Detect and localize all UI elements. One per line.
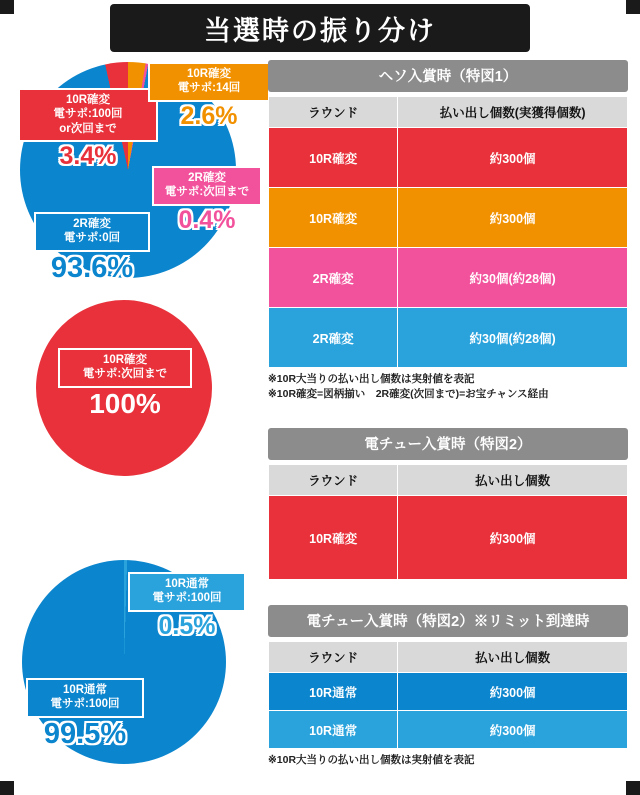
page-header <box>110 4 530 52</box>
note-line: ※10R大当りの払い出し個数は実射値を表記 <box>268 754 475 766</box>
cell-payout: 約300個 <box>398 673 628 711</box>
callout-line1: 10R確変 <box>65 94 111 106</box>
cell-round: 2R確変 <box>269 308 398 368</box>
table-row <box>269 496 628 580</box>
cell-payout: 約30個(約28個) <box>398 308 628 368</box>
note-line: ※10R大当りの払い出し個数は実射値を表記 <box>268 373 475 385</box>
callout-line2: 電サポ:次回まで <box>164 186 250 199</box>
cell-round: 10R確変 <box>269 496 398 580</box>
table-header-round: ラウンド <box>269 465 398 496</box>
callout-10r-normal-small <box>128 572 246 639</box>
callout-percent: 99.5% <box>43 717 127 750</box>
corner-decoration-bottom-right <box>626 781 640 795</box>
callout-10r-kakuhen-next <box>58 348 192 418</box>
table-header-row <box>269 97 628 128</box>
corner-decoration-bottom-left <box>0 781 14 795</box>
callout-line1: 10R確変 <box>186 68 232 80</box>
table-row <box>269 188 628 248</box>
callout-line2: 電サポ:100回 <box>50 698 120 711</box>
table-header-payout: 払い出し個数 <box>398 465 628 496</box>
table-header-round: ラウンド <box>269 642 398 673</box>
cell-round: 10R通常 <box>269 673 398 711</box>
cell-payout: 約300個 <box>398 496 628 580</box>
table-dencyu <box>268 464 628 580</box>
callout-percent: 0.5% <box>158 611 216 640</box>
table-row <box>269 673 628 711</box>
callout-line1: 10R通常 <box>164 578 210 590</box>
cell-round: 10R確変 <box>269 188 398 248</box>
page-title: 当選時の振り分け <box>204 15 436 46</box>
table-row <box>269 248 628 308</box>
table-row <box>269 308 628 368</box>
corner-decoration-top-right <box>626 0 640 14</box>
callout-percent: 3.4% <box>59 142 117 171</box>
table-notes <box>268 753 628 768</box>
table-panel-heso <box>268 60 628 402</box>
callout-line2: 電サポ:次回まで <box>82 368 168 381</box>
callout-2r-kakuhen-next <box>152 166 262 233</box>
table-notes <box>268 372 628 402</box>
callout-line2: 電サポ:14回 <box>177 82 241 95</box>
callout-percent: 2.6% <box>180 101 238 130</box>
cell-payout: 約300個 <box>398 128 628 188</box>
callout-line2: 電サポ:100回 <box>53 108 123 121</box>
callout-10r-kakuhen-100 <box>18 88 158 169</box>
table-panel-dencyu <box>268 428 628 580</box>
cell-round: 2R確変 <box>269 248 398 308</box>
callout-percent: 93.6% <box>50 251 134 284</box>
table-header-row <box>269 465 628 496</box>
table-title: ヘソ入賞時（特図1） <box>268 60 628 92</box>
table-header-row <box>269 642 628 673</box>
table-panel-limit <box>268 605 628 768</box>
table-row <box>269 128 628 188</box>
cell-payout: 約300個 <box>398 188 628 248</box>
table-limit <box>268 641 628 749</box>
callout-line2: 電サポ:100回 <box>152 592 222 605</box>
table-title: 電チュー入賞時（特図2）※リミット到達時 <box>268 605 628 637</box>
table-heso <box>268 96 628 368</box>
callout-percent: 0.4% <box>178 205 236 234</box>
callout-2r-kakuhen-0 <box>34 212 150 283</box>
note-line: ※10R確変=図柄揃い 2R確変(次回まで)=お宝チャンス経由 <box>268 388 549 401</box>
corner-decoration-top-left <box>0 0 14 14</box>
table-header-payout: 払い出し個数 <box>398 642 628 673</box>
callout-line1: 10R確変 <box>102 354 148 366</box>
callout-line1: 2R確変 <box>188 172 226 184</box>
cell-round: 10R通常 <box>269 711 398 749</box>
callout-line1: 10R通常 <box>62 684 108 696</box>
table-row <box>269 711 628 749</box>
cell-round: 10R確変 <box>269 128 398 188</box>
callout-10r-kakuhen-14 <box>148 62 270 129</box>
callout-line2: 電サポ:0回 <box>63 232 121 245</box>
table-header-round: ラウンド <box>269 97 398 128</box>
callout-line1: 2R確変 <box>73 218 111 230</box>
callout-percent: 100% <box>89 387 161 419</box>
callout-line3: or次回まで <box>59 122 117 135</box>
cell-payout: 約30個(約28個) <box>398 248 628 308</box>
table-title: 電チュー入賞時（特図2） <box>268 428 628 460</box>
table-header-payout: 払い出し個数(実獲得個数) <box>398 97 628 128</box>
cell-payout: 約300個 <box>398 711 628 749</box>
callout-10r-normal-large <box>26 678 144 749</box>
